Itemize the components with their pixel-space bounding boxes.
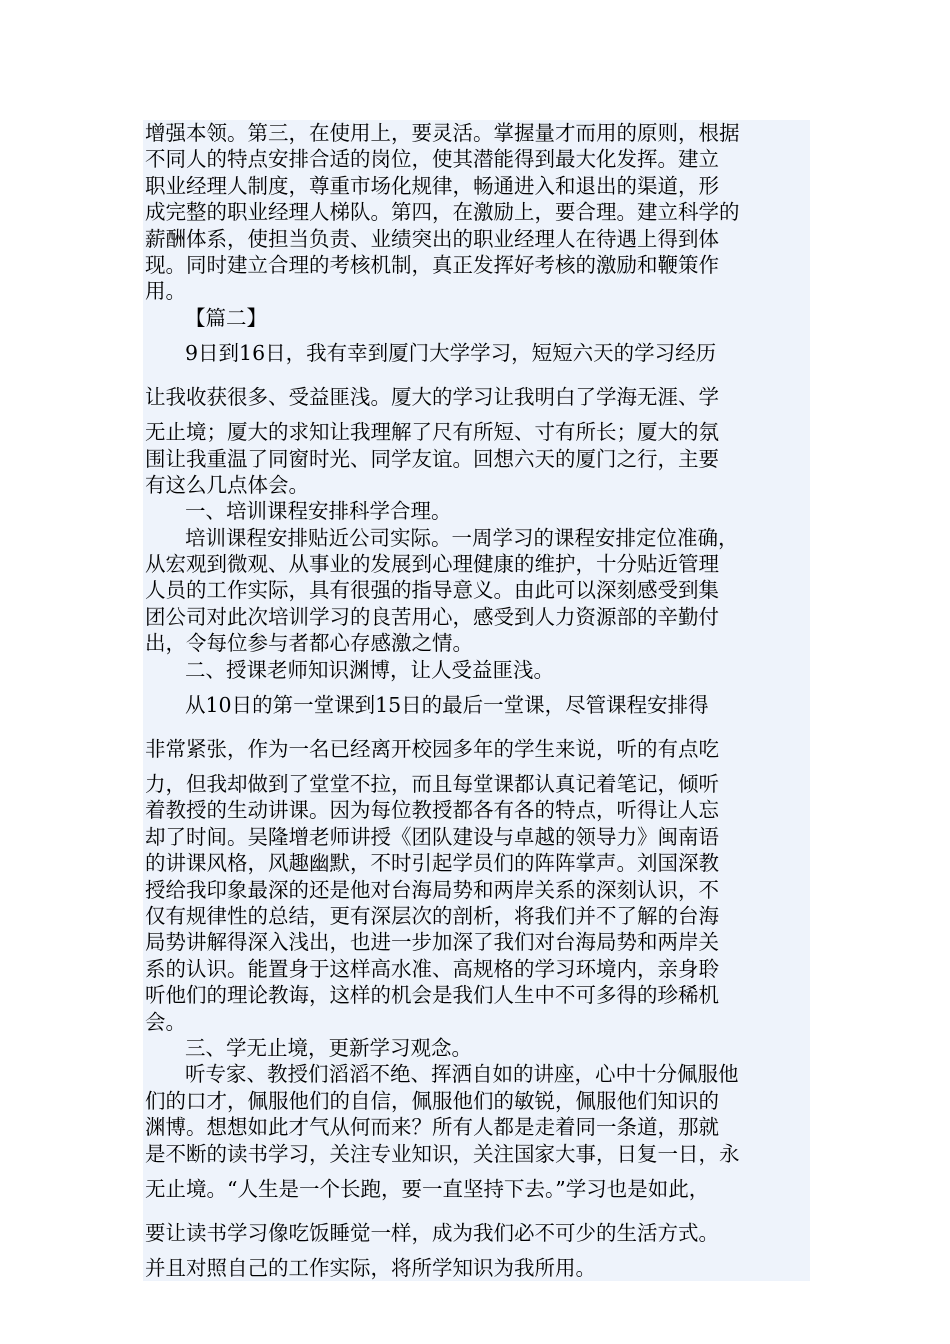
text-line: 职业经理人制度，尊重市场化规律，畅通进入和退出的渠道，形 xyxy=(145,173,719,198)
document-page xyxy=(143,120,810,1281)
text-line: 仅有规律性的总结，更有深层次的剖析，将我们并不了解的台海 xyxy=(145,903,719,928)
text-line: 授给我印象最深的还是他对台海局势和两岸关系的深刻认识，不 xyxy=(145,877,719,902)
text-line: 无止境；厦大的求知让我理解了尺有所短、寸有所长；厦大的氛 xyxy=(145,420,719,445)
text-line: 【篇二】 xyxy=(185,305,267,330)
text-line: 要让读书学习像吃饭睡觉一样，成为我们必不可少的生活方式。 xyxy=(145,1220,719,1245)
text-line: 二、授课老师知识渊博，让人受益匪浅。 xyxy=(185,657,554,682)
text-line: 们的口才，佩服他们的自信，佩服他们的敏锐，佩服他们知识的 xyxy=(145,1088,719,1113)
text-line: 从宏观到微观、从事业的发展到心理健康的维护，十分贴近管理 xyxy=(145,552,719,577)
text-line: 有这么几点体会。 xyxy=(145,472,309,497)
text-line: 听他们的理论教诲，这样的机会是我们人生中不可多得的珍稀机 xyxy=(145,983,719,1008)
text-line: 不同人的特点安排合适的岗位，使其潜能得到最大化发挥。建立 xyxy=(145,147,719,172)
text-line: 围让我重温了同窗时光、同学友谊。回想六天的厦门之行，主要 xyxy=(145,446,719,471)
text-line: 系的认识。能置身于这样高水准、高规格的学习环境内，亲身聆 xyxy=(145,956,719,981)
text-line: 从10日的第一堂课到15日的最后一堂课，尽管课程安排得 xyxy=(185,693,709,718)
text-line: 听专家、教授们滔滔不绝、挥洒自如的讲座，心中十分佩服他 xyxy=(185,1062,739,1087)
text-line: 培训课程安排贴近公司实际。一周学习的课程安排定位准确， xyxy=(185,525,739,550)
text-line: 却了时间。吴隆增老师讲授《团队建设与卓越的领导力》闽南语 xyxy=(145,824,719,849)
text-line: 薪酬体系，使担当负责、业绩突出的职业经理人在待遇上得到体 xyxy=(145,226,719,251)
text-line: 现。同时建立合理的考核机制，真正发挥好考核的激励和鞭策作 xyxy=(145,252,719,277)
text-line: 无止境。“人生是一个长跑，要一直坚持下去。”学习也是如此， xyxy=(145,1176,710,1201)
text-line: 会。 xyxy=(145,1009,186,1034)
text-line: 力，但我却做到了堂堂不拉，而且每堂课都认真记着笔记，倾听 xyxy=(145,772,719,797)
text-line: 让我收获很多、受益匪浅。厦大的学习让我明白了学海无涯、学 xyxy=(145,385,719,410)
text-line: 人员的工作实际，具有很强的指导意义。由此可以深刻感受到集 xyxy=(145,578,719,603)
text-line: 非常紧张，作为一名已经离开校园多年的学生来说，听的有点吃 xyxy=(145,737,719,762)
text-line: 团公司对此次培训学习的良苦用心，感受到人力资源部的辛勤付 xyxy=(145,604,719,629)
text-line: 是不断的读书学习，关注专业知识，关注国家大事，日复一日，永 xyxy=(145,1141,740,1166)
text-line: 的讲课风格，风趣幽默，不时引起学员们的阵阵掌声。刘国深教 xyxy=(145,851,719,876)
text-line: 出，令每位参与者都心存感激之情。 xyxy=(145,631,473,656)
text-line: 局势讲解得深入浅出，也进一步加深了我们对台海局势和两岸关 xyxy=(145,930,719,955)
text-line: 9日到16日，我有幸到厦门大学学习，短短六天的学习经历 xyxy=(185,341,717,366)
text-line: 着教授的生动讲课。因为每位教授都各有各的特点，听得让人忘 xyxy=(145,798,719,823)
text-line: 增强本领。第三，在使用上，要灵活。掌握量才而用的原则，根据 xyxy=(145,121,740,145)
text-line: 一、培训课程安排科学合理。 xyxy=(185,499,452,524)
text-line: 成完整的职业经理人梯队。第四，在激励上，要合理。建立科学的 xyxy=(145,200,740,225)
text-line: 并且对照自己的工作实际，将所学知识为我所用。 xyxy=(145,1255,596,1280)
text-line: 渊博。想想如此才气从何而来？所有人都是走着同一条道，那就 xyxy=(145,1115,719,1140)
text-line: 用。 xyxy=(145,279,186,304)
text-line: 三、学无止境，更新学习观念。 xyxy=(185,1035,472,1060)
